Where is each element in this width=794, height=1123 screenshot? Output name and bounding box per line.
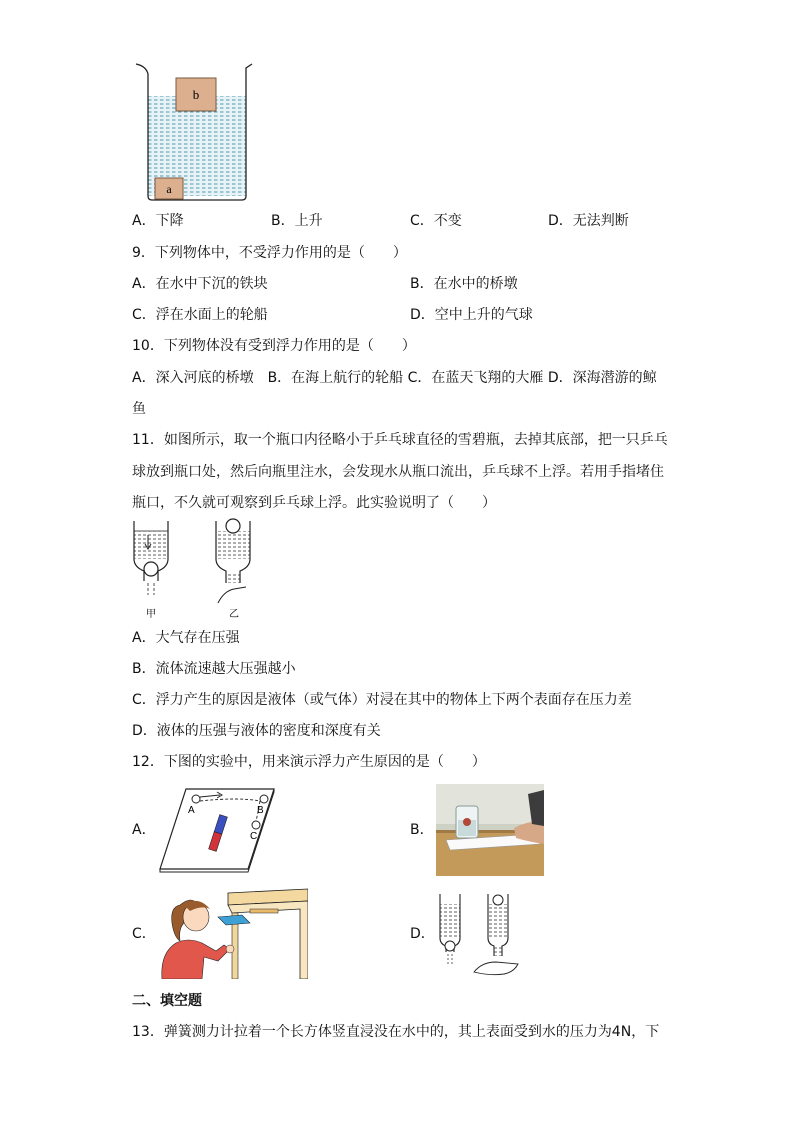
svg-text:甲: 甲 (146, 609, 156, 620)
q10-stem: 10．下列物体没有受到浮力作用的是（ ） (132, 338, 416, 354)
q11-option-a[interactable]: A．大气存在压强 (132, 630, 240, 646)
q12-figure-b-photo[interactable] (436, 784, 544, 876)
q11-option-c[interactable]: C．浮力产生的原因是液体（或气体）对浸在其中的物体上下两个表面存在压力差 (132, 692, 632, 708)
q9-option-d[interactable]: D．空中上升的气球 (410, 307, 533, 323)
q11-option-d[interactable]: D．液体的压强与液体的密度和深度有关 (132, 723, 381, 739)
block-a (155, 178, 183, 199)
q12-figure-d-bottles[interactable] (434, 890, 524, 978)
svg-text:A: A (188, 805, 195, 816)
q12-option-d-label[interactable]: D． (410, 926, 435, 942)
q12-stem: 12．下图的实验中，用来演示浮力产生原因的是（ ） (132, 754, 486, 770)
svg-text:C: C (250, 831, 258, 842)
q9-option-c[interactable]: C．浮在水面上的轮船 (132, 307, 268, 323)
q12-option-a-label[interactable]: A． (132, 822, 156, 838)
q8-option-a[interactable]: A．下降 (132, 213, 184, 229)
q8-option-d[interactable]: D．无法判断 (548, 213, 629, 229)
bottle-experiment-figure (128, 517, 268, 623)
block-b (176, 78, 216, 111)
q12-option-c-label[interactable]: C． (132, 926, 156, 942)
q8-option-c[interactable]: C．不变 (410, 213, 462, 229)
q11-option-b[interactable]: B．流体流速越大压强越小 (132, 661, 296, 677)
beaker-figure (130, 58, 255, 204)
q11-stem-line2: 球放到瓶口处，然后向瓶里注水，会发现水从瓶口流出，乒乓球不上浮。若用手指堵住 (132, 464, 664, 480)
section-title-fill-blank: 二、填空题 (132, 993, 202, 1009)
q8-option-b[interactable]: B．上升 (271, 213, 323, 229)
q10-options-line2[interactable]: 鱼 (132, 401, 146, 417)
q12-option-b-label[interactable]: B． (410, 822, 434, 838)
bottle-yi (216, 519, 250, 620)
q13-stem: 13．弹簧测力计拉着一个长方体竖直浸没在水中的，其上表面受到水的压力为4N，下 (132, 1024, 660, 1040)
q11-stem-line3: 瓶口，不久就可观察到乒乓球上浮。此实验说明了（ ） (132, 495, 496, 511)
q12-figure-c-girl-at-table[interactable] (158, 887, 308, 979)
q11-stem-line1: 11．如图所示，取一个瓶口内径略小于乒乓球直径的雪碧瓶，去掉其底部，把一只乒乓 (132, 432, 668, 448)
svg-text:B: B (257, 805, 264, 816)
svg-text:b: b (192, 87, 200, 102)
q9-option-a[interactable]: A．在水中下沉的铁块 (132, 276, 268, 292)
q10-options-line1[interactable]: A．深入河底的桥墩 B．在海上航行的轮船 C．在蓝天飞翔的大雁 D．深海潜游的鲸 (132, 370, 657, 386)
svg-text:乙: 乙 (229, 609, 239, 620)
q9-stem: 9．下列物体中，不受浮力作用的是（ ） (132, 245, 407, 261)
q12-figure-a-magnet-board[interactable] (158, 785, 276, 873)
q9-option-b[interactable]: B．在水中的桥墩 (410, 276, 518, 292)
svg-text:a: a (166, 182, 172, 196)
bottle-jia (134, 521, 168, 620)
